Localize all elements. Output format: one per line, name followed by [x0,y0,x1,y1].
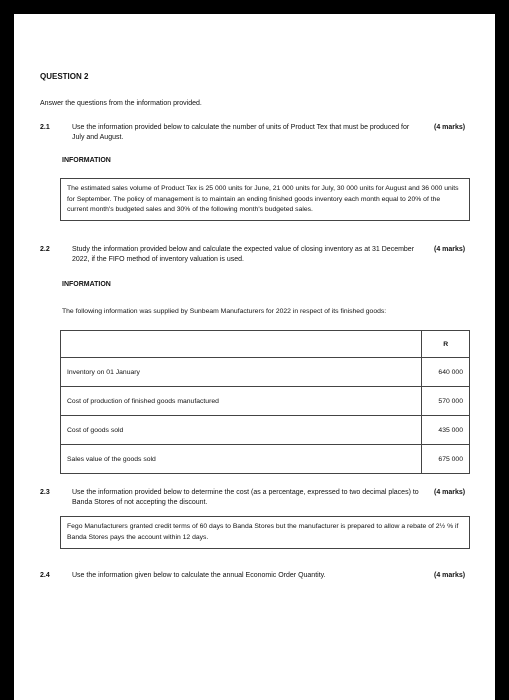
table-header-label [61,331,422,358]
table-row-value: 570 000 [422,387,470,416]
table-row [61,358,470,387]
document-page [14,14,495,700]
q21-info-heading: INFORMATION [62,157,111,164]
q22-marks: (4 marks) [434,246,466,253]
table-row [61,416,470,445]
q21-number: 2.1 [40,124,50,131]
q21-info-box [60,178,470,221]
table-row-value: 435 000 [422,416,470,445]
table-row-value: 675 000 [422,445,470,474]
table-header-currency: R [422,331,470,358]
table-row [61,387,470,416]
table-row-label: Sales value of the goods sold [61,445,422,474]
q22-table-intro: The following information was supplied by Sunbeam Manufacturers for 2022 in respect of its finished goods: [62,308,387,315]
question-title: QUESTION 2 [40,72,89,81]
q22-number: 2.2 [40,246,50,253]
q24-text: Use the information given below to calculate the annual Economic Order Quantity. [72,572,326,579]
q21-marks: (4 marks) [434,124,466,131]
q23-info-box [60,516,470,549]
table-row-value: 640 000 [422,358,470,387]
finished-goods-table [60,330,470,474]
q23-info-text: Fego Manufacturers granted credit terms of 60 days to Banda Stores but the manufacturer is prepared to allow a rebate of 2½ % if Banda Stores pays the account within 12 days. [67,523,459,541]
table-row-label: Inventory on 01 January [61,358,422,387]
table-row [61,445,470,474]
q23-text: Use the information provided below to determine the cost (as a percentage, expressed to two decimal places) to Banda Stores of not accepting the discount. [72,489,419,506]
table-header-row [61,331,470,358]
q21-text: Use the information provided below to calculate the number of units of Product Tex that must be produced for July and August. [72,124,410,141]
q24-marks: (4 marks) [434,572,466,579]
q22-text: Study the information provided below and calculate the expected value of closing inventory as at 31 December 2022, if the FIFO method of inventory valuation is used. [72,246,415,263]
q23-marks: (4 marks) [434,489,466,496]
question-intro: Answer the questions from the information provided. [40,100,202,107]
table-row-label: Cost of production of finished goods manufactured [61,387,422,416]
q22-info-heading: INFORMATION [62,281,111,288]
table-row-label: Cost of goods sold [61,416,422,445]
q21-info-text: The estimated sales volume of Product Tex is 25 000 units for June, 21 000 units for July, 30 000 units for August and 36 000 units for September. The policy of management is to maintain an ending finished goods inventory each month equal to 20% of the current month's budgeted sales and 30% of the following month's budgeted sales. [67,185,459,213]
q24-number: 2.4 [40,572,50,579]
q23-number: 2.3 [40,489,50,496]
